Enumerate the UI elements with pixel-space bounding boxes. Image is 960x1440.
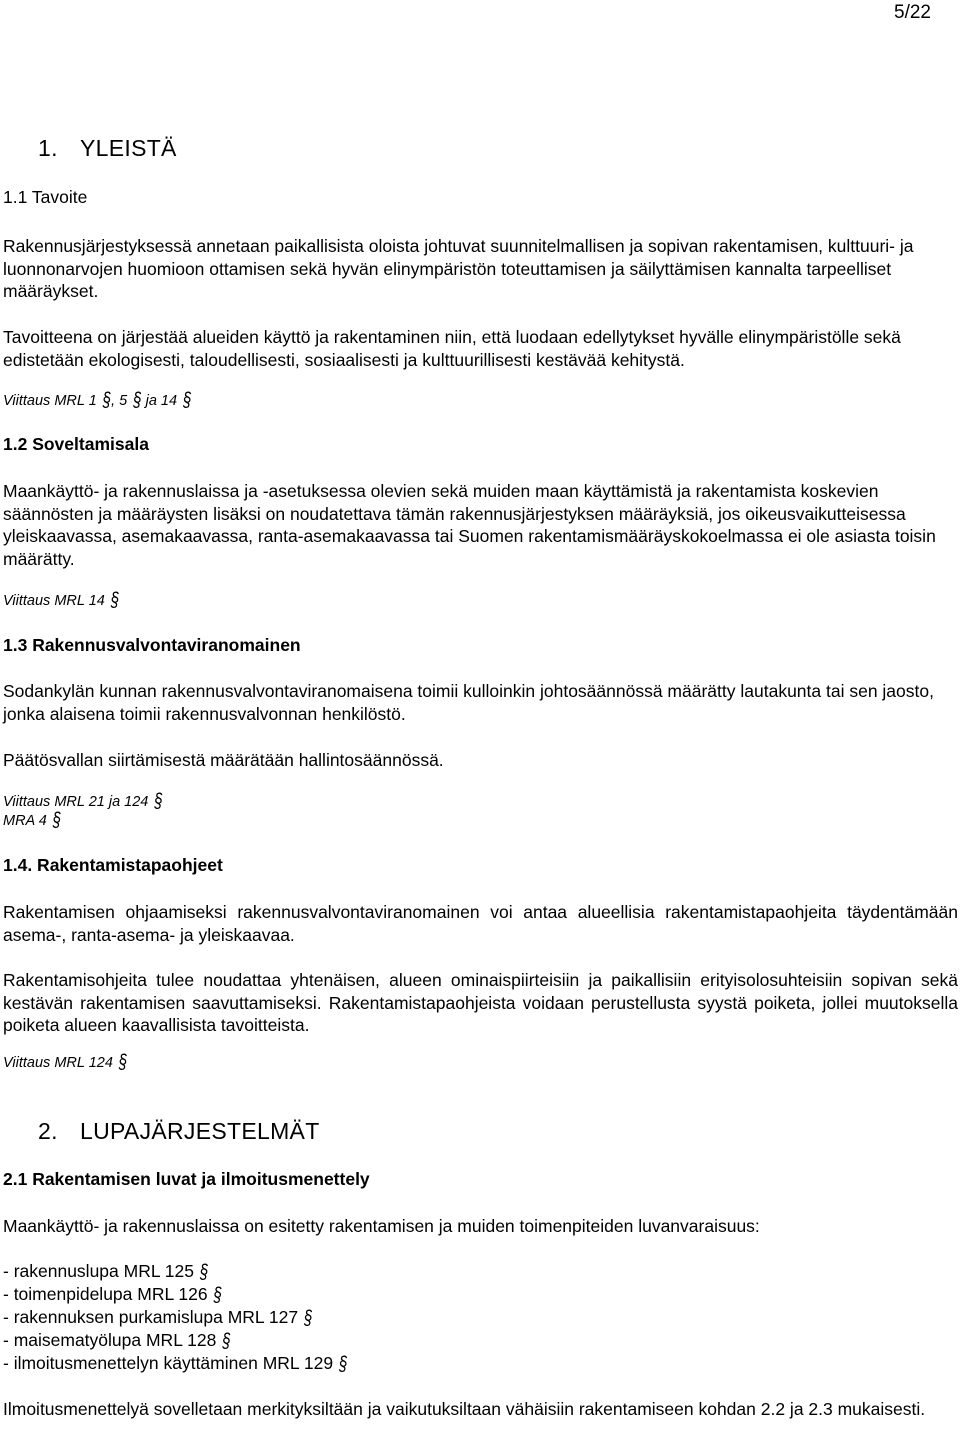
paragraph-2-1-b: Ilmoitusmenettelyä sovelletaan merkityksiltään ja vaikutuksiltaan vähäisiin rakentamiseen kohdan 2.2 ja 2.3 mukaisesti. [3, 1399, 926, 1419]
heading-text: LUPAJÄRJESTELMÄT [80, 1118, 320, 1144]
list-item-text: - toimenpidelupa MRL 126 [3, 1284, 208, 1304]
list-item-text: - maisematyölupa MRL 128 [3, 1330, 217, 1350]
list-item [3, 1330, 231, 1351]
reference-text: Viittaus MRL 21 ja 124 [3, 794, 149, 810]
heading-section-1 [38, 135, 177, 162]
heading-1-4: 1.4. Rakentamistapaohjeet [3, 855, 223, 875]
heading-1-3: 1.3 Rakennusvalvontaviranomainen [3, 635, 301, 655]
heading-number: 2. [38, 1118, 58, 1144]
reference-1-1 [3, 389, 192, 412]
section-sign-icon: § [118, 1051, 128, 1074]
list-item [3, 1353, 347, 1374]
reference-1-2 [3, 589, 120, 612]
heading-1-1: 1.1 Tavoite [3, 187, 88, 207]
paragraph-1-1-a: Rakennusjärjestyksessä annetaan paikallisista oloista johtuvat suunnitelmallisen ja sopivan rakentamisen, kulttuuri- ja luonnonarvojen huomioon ottamisen sekä hyvän elinympäristön toteuttamisen ja säilyttämisen kannalta tarpeelliset määräykset. [3, 236, 914, 302]
section-sign-icon: § [200, 1261, 209, 1284]
paragraph-1-1-b: Tavoitteena on järjestää alueiden käyttö ja rakentaminen niin, että luodaan edellytykset hyvälle elinympäristölle sekä edistetään ekologisesti, taloudellisesti, sosiaalisesti ja kulttuurillisesti kestävää kehitystä. [3, 327, 901, 370]
paragraph-1-2: Maankäyttö- ja rakennuslaissa ja -asetuksessa olevien sekä muiden maan käyttämistä ja rakentamista koskevien säännösten ja määräysten lisäksi on noudatettava tämän rakennusjärjestyksen määräyksiä, jos oikeusvaikutteisessa yleiskaavassa, asemakaavassa, ranta-asemakaavassa tai Suomen rakentamismääräyskokoelmassa ei ole asiasta toisin määrätty. [3, 481, 936, 570]
heading-section-2 [38, 1118, 320, 1145]
paragraph-1-3-a: Sodankylän kunnan rakennusvalvontaviranomaisena toimii kulloinkin johtosäännössä määrätty lautakunta tai sen jaosto, jonka alaisena toimii rakennusvalvonnan henkilöstö. [3, 681, 934, 724]
section-sign-icon: § [339, 1353, 348, 1376]
section-sign-icon: § [213, 1284, 222, 1307]
heading-2-1: 2.1 Rakentamisen luvat ja ilmoitusmenettely [3, 1169, 370, 1189]
paragraph-1-4-a: Rakentamisen ohjaamiseksi rakennusvalvontaviranomainen voi antaa alueellisia rakentamistapaohjeita täydentämään asema-, ranta-asema- ja yleiskaavaa. [3, 902, 958, 945]
reference-1-3-a [3, 790, 163, 813]
section-sign-icon: § [110, 589, 120, 612]
reference-text: Viittaus MRL 124 [3, 1055, 113, 1071]
section-sign-icon: § [52, 809, 62, 832]
reference-text: Viittaus MRL 14 [3, 593, 105, 609]
list-item [3, 1261, 208, 1282]
section-sign-icon: § [183, 389, 192, 412]
heading-1-2: 1.2 Soveltamisala [3, 434, 149, 454]
list-item [3, 1307, 312, 1328]
list-item [3, 1284, 222, 1305]
list-item-text: - rakennuksen purkamislupa MRL 127 [3, 1307, 299, 1327]
list-item-text: - rakennuslupa MRL 125 [3, 1261, 194, 1281]
list-item-text: - ilmoitusmenettelyn käyttäminen MRL 129 [3, 1353, 334, 1373]
reference-text: ja 14 [145, 393, 178, 409]
section-sign-icon: § [222, 1330, 231, 1353]
section-sign-icon: § [154, 790, 163, 813]
heading-number: 1. [38, 135, 58, 161]
section-sign-icon: § [102, 389, 112, 412]
heading-text: YLEISTÄ [80, 135, 177, 161]
paragraph-2-1-a: Maankäyttö- ja rakennuslaissa on esitetty rakentamisen ja muiden toimenpiteiden luvanvaraisuus: [3, 1216, 760, 1236]
reference-text: Viittaus MRL 1 [3, 393, 97, 409]
reference-text: , 5 [111, 393, 128, 409]
reference-1-4 [3, 1051, 128, 1074]
section-sign-icon: § [133, 389, 142, 412]
paragraph-1-4-b: Rakentamisohjeita tulee noudattaa yhtenäisen, alueen ominaispiirteisiin ja paikallisiin erityisolosuhteisiin sopivan sekä kestävän rakentamisen saavuttamiseksi. Rakentamistapaohjeista voidaan perustellusta syystä poiketa, jollei muutoksella poiketa alueen kaavallisista tavoitteista. [3, 970, 958, 1036]
page-number: 5/22 [894, 2, 931, 23]
section-sign-icon: § [304, 1307, 313, 1330]
reference-1-3-b [3, 809, 62, 832]
reference-text: MRA 4 [3, 813, 47, 829]
paragraph-1-3-b: Päätösvallan siirtämisestä määrätään hallintosäännössä. [3, 750, 444, 770]
